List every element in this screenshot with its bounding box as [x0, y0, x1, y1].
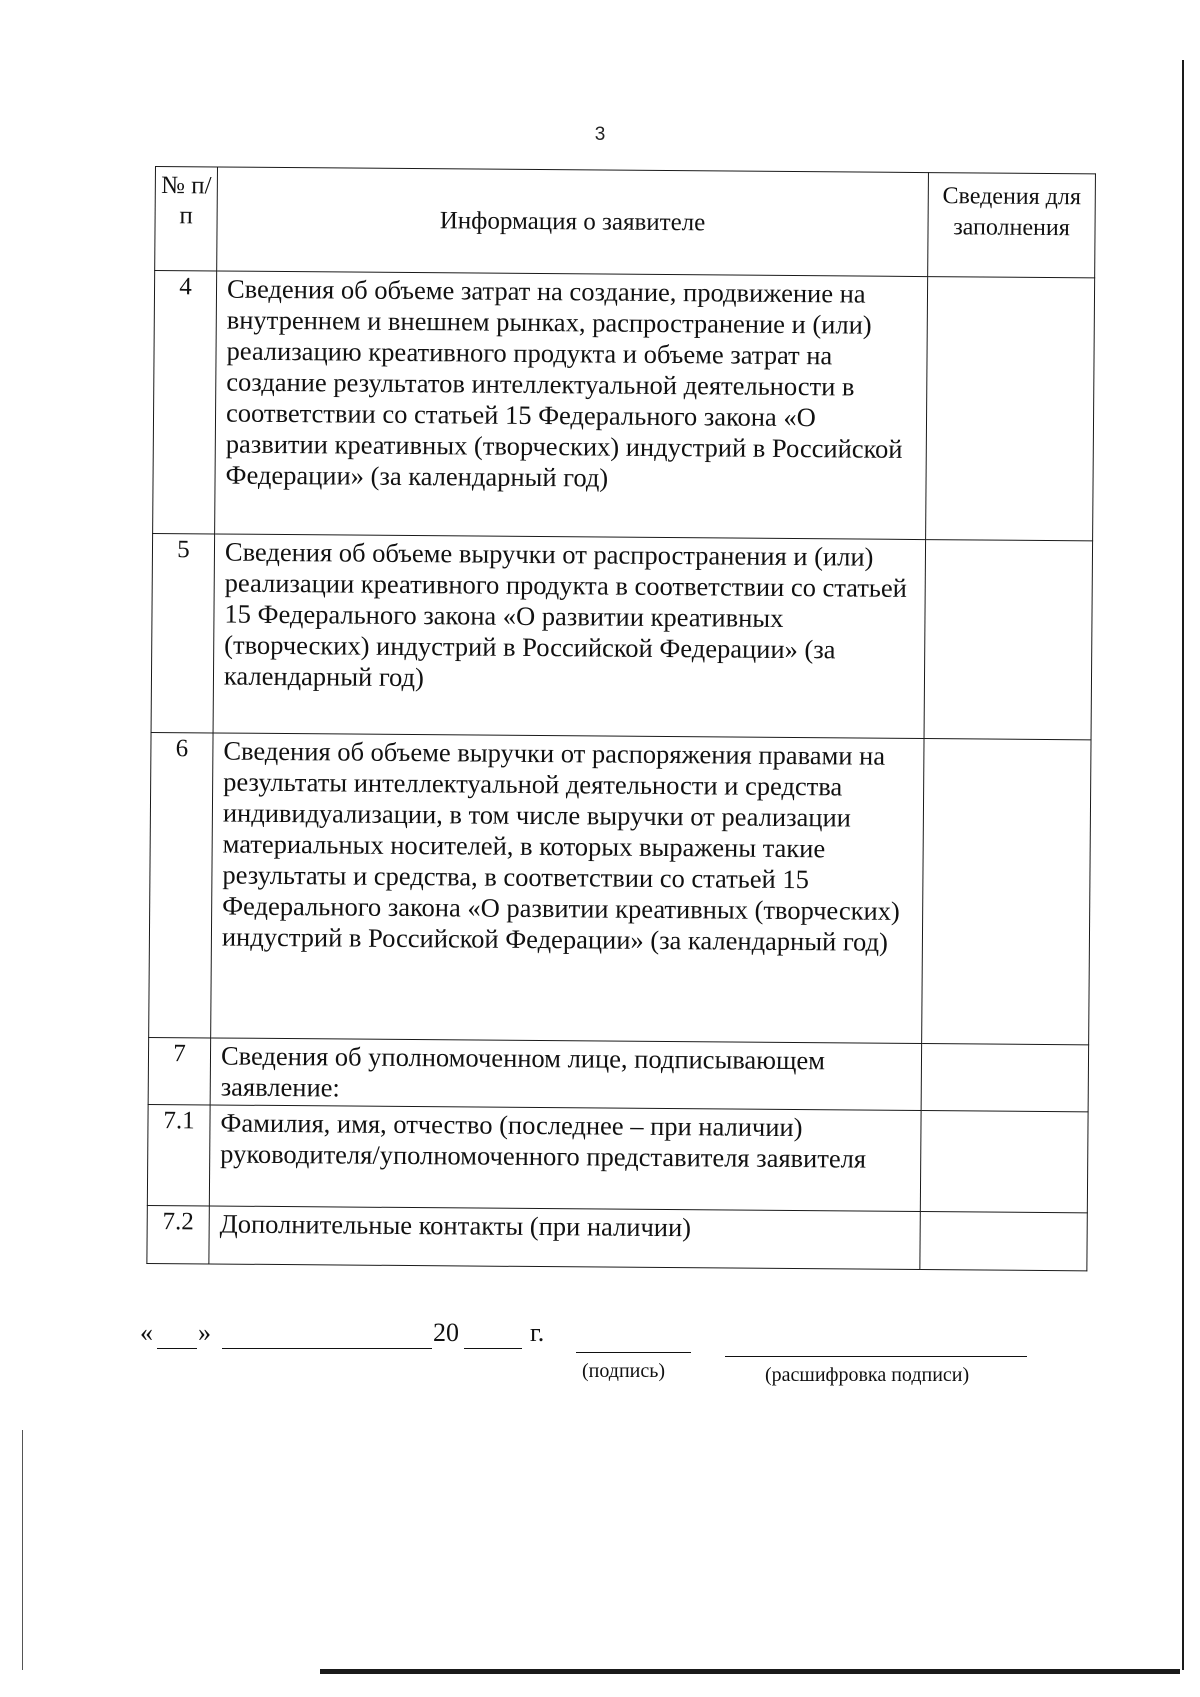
scan-edge-bottom: [320, 1669, 1180, 1674]
applicant-info-table: [146, 166, 1096, 1271]
row-fill-cell[interactable]: [922, 739, 1091, 1045]
scan-edge-left: [22, 1430, 23, 1670]
signature-line[interactable]: [576, 1328, 691, 1353]
row-fill-cell[interactable]: [920, 1212, 1087, 1271]
page-number: 3: [594, 124, 606, 145]
row-description: Сведения об объеме выручки от распространения и (или) реализации креативного продукта в соответствии со статьей 15 Федерального закона «О развитии креативных (творческих) индустрий в Российской Федерации» (за календарный год): [213, 534, 926, 739]
decryption-caption: (расшифровка подписи): [765, 1364, 970, 1386]
table-row: [147, 1205, 1087, 1270]
row-number: 7.2: [147, 1205, 209, 1263]
table-row: [148, 1037, 1088, 1111]
row-fill-cell[interactable]: [920, 1111, 1088, 1213]
row-number: 4: [153, 271, 217, 534]
signature-caption: (подпись): [582, 1360, 666, 1382]
year-line[interactable]: [464, 1324, 522, 1349]
row-number: 5: [151, 533, 215, 732]
header-number: № п/п: [155, 167, 218, 271]
table-row: [151, 533, 1093, 739]
row-description: Дополнительные контакты (при наличии): [209, 1206, 920, 1270]
row-fill-cell[interactable]: [926, 277, 1095, 541]
row-number: 7: [148, 1037, 211, 1104]
scan-edge-right: [1182, 60, 1184, 1670]
row-fill-cell[interactable]: [921, 1044, 1089, 1112]
date-close-quote: »: [198, 1318, 211, 1347]
row-description: Сведения об объеме выручки от распоряжения правами на результаты интеллектуальной деятельности и средства индивидуализации, в том числе выручки от реализации материальных носителей, в которых выражены такие результаты и средства, в соответствии со статьей 15 Федерального закона «О развитии креативных (творческих) индустрий в Российской Федерации» (за календарный год): [211, 733, 924, 1044]
signature-block: [140, 1318, 1040, 1398]
row-number: 6: [149, 732, 213, 1037]
day-line[interactable]: [157, 1324, 197, 1349]
header-fill: Сведения для заполнения: [928, 173, 1096, 278]
table-row: [149, 732, 1091, 1044]
decryption-line[interactable]: [725, 1332, 1027, 1357]
row-description: Сведения об уполномоченном лице, подписывающем заявление:: [210, 1038, 922, 1111]
table-row: [153, 271, 1095, 541]
row-number: 7.1: [147, 1104, 210, 1205]
year-prefix: 20: [433, 1318, 459, 1347]
row-description: Фамилия, имя, отчество (последнее – при наличии) руководителя/уполномоченного представителя заявителя: [209, 1105, 921, 1212]
header-info: Информация о заявителе: [217, 167, 929, 277]
table-header-row: [155, 167, 1096, 278]
row-description: Сведения об объеме затрат на создание, продвижение на внутреннем и внешнем рынках, распространение и (или) реализацию креативного продукта и объеме затрат на создание результатов интеллектуальной деятельности в соответствии со статьей 15 Федерального закона «О развитии креативных (творческих) индустрий в Российской Федерации» (за календарный год): [215, 271, 928, 540]
date-open-quote: «: [140, 1318, 153, 1347]
table-row: [147, 1104, 1088, 1212]
row-fill-cell[interactable]: [924, 540, 1093, 740]
year-suffix: г.: [530, 1318, 545, 1347]
month-line[interactable]: [222, 1324, 432, 1349]
